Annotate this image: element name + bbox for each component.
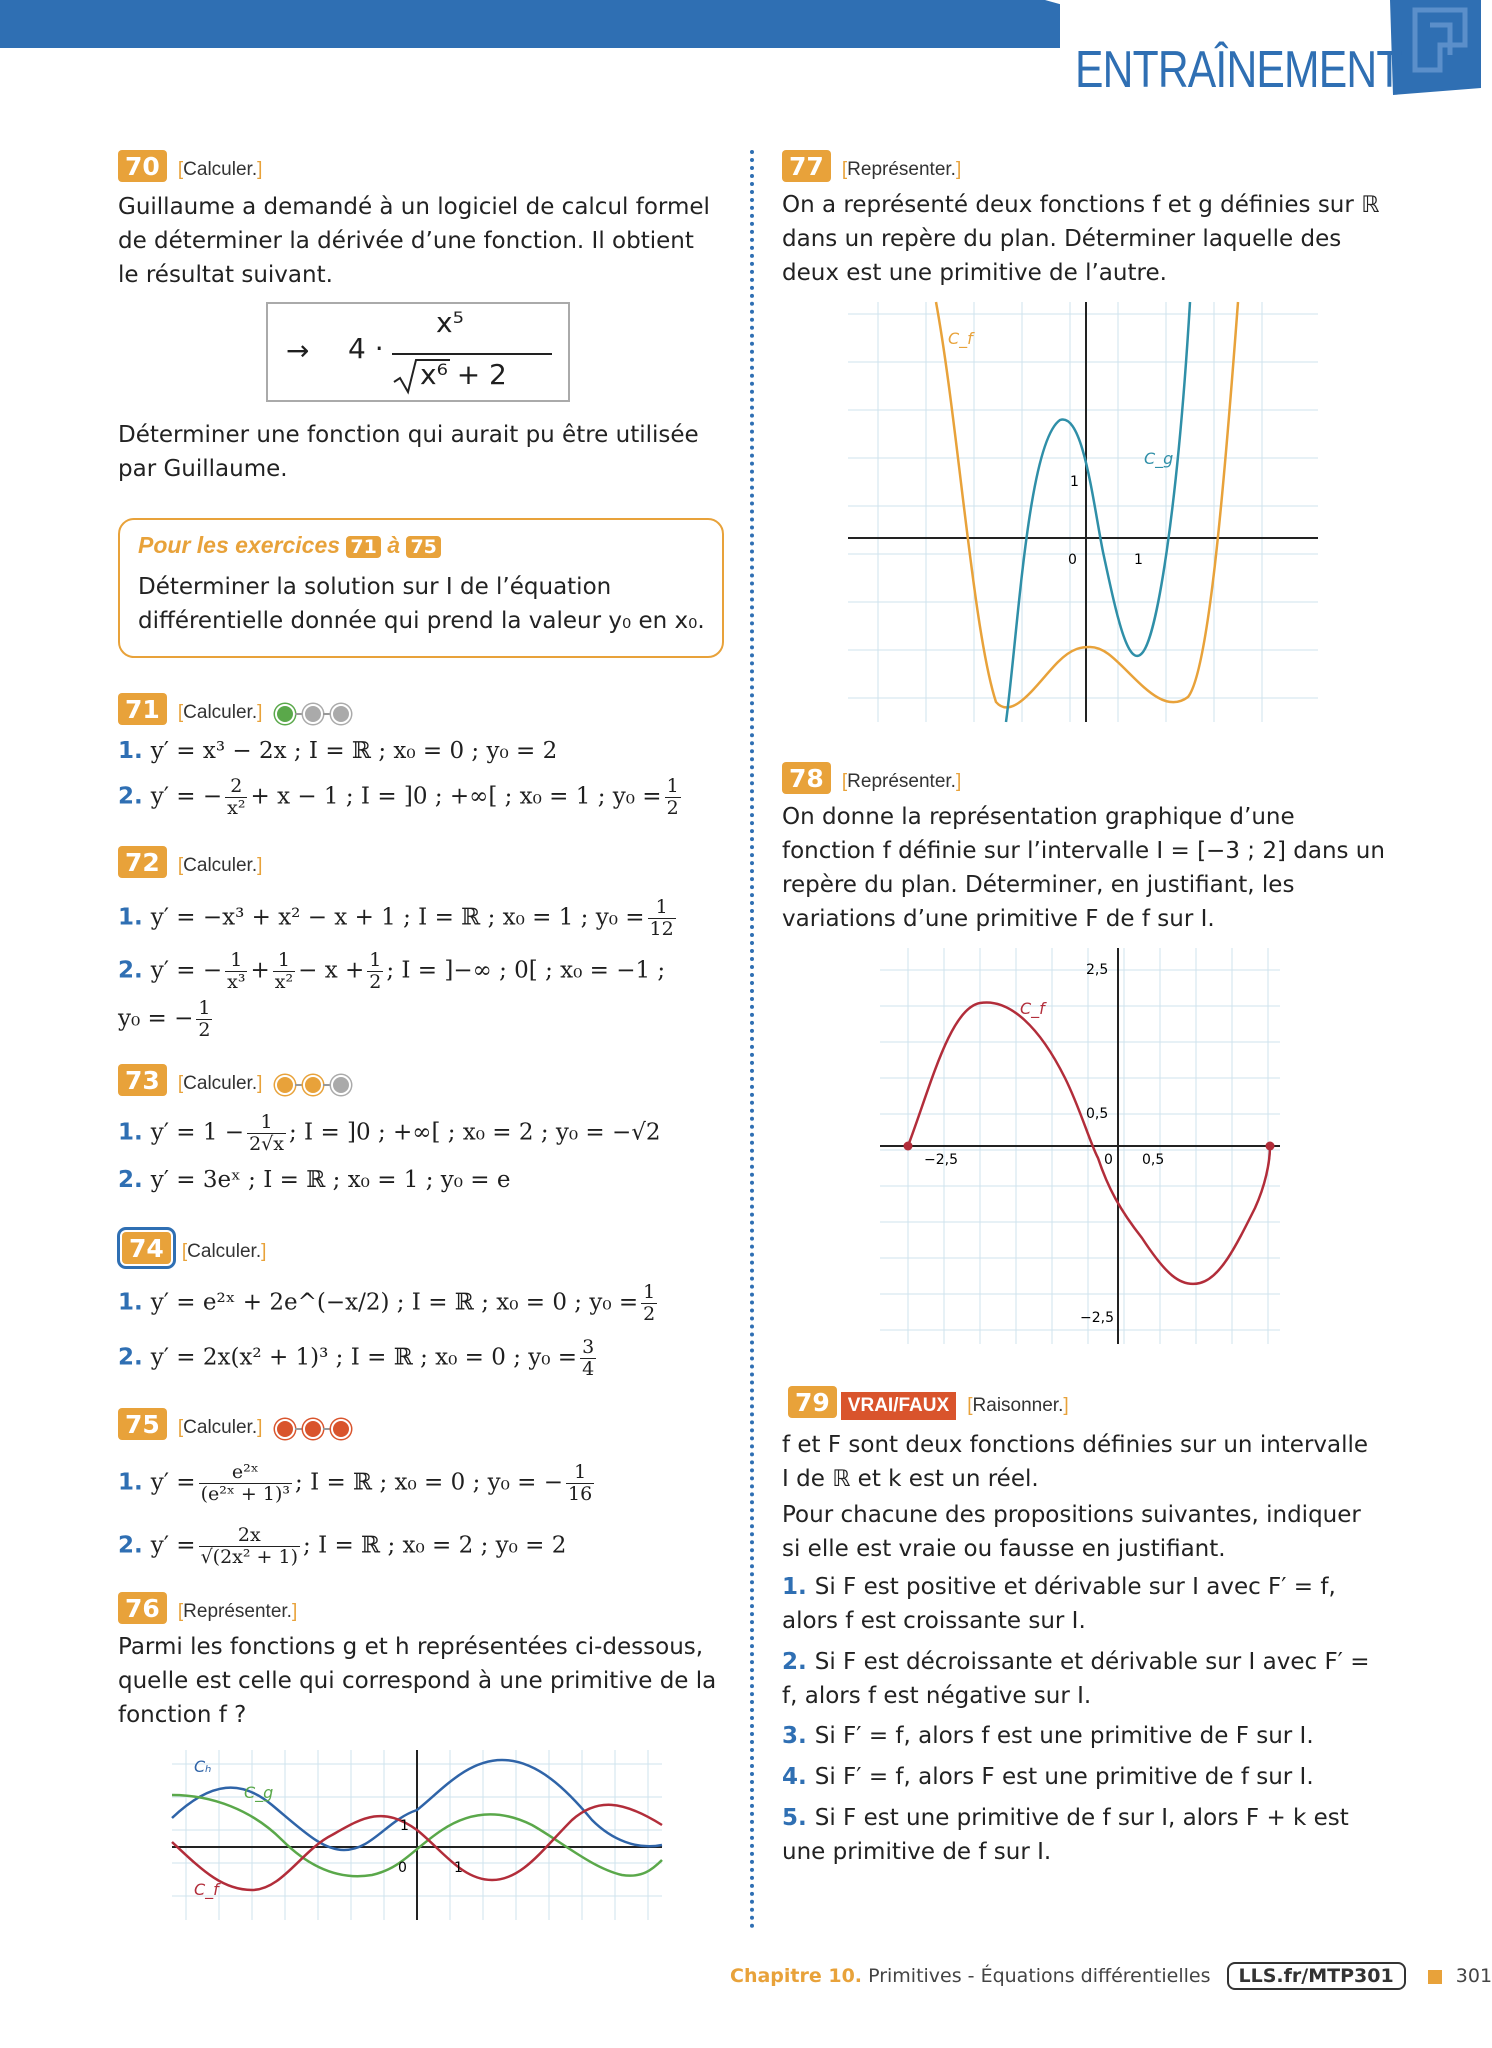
ex79-proposition-5: 5. Si F est une primitive de f sur I, alors F + k est une primitive de f sur I. [782, 1805, 1349, 1865]
label-f: C_f [948, 329, 973, 348]
exercise-number: 74 [122, 1232, 171, 1264]
top-banner [0, 0, 1060, 48]
exercise-76 [118, 1592, 718, 1732]
ex75-item-1: 1. y′ = $\frac{\text{e²ˣ}}{\text{(e²ˣ + 1)³}}$ ; I = ℝ ; x₀ = 0 ; y₀ = − $\frac{1}{16}$ [118, 1461, 593, 1505]
true-false-badge: VRAI/FAUX [841, 1392, 956, 1420]
ex74-item-1: 1. y′ = e²ˣ + 2e^(−x/2) ; I = ℝ ; x₀ = 0 ; y₀ = $\frac{1}{2}$ [118, 1281, 656, 1325]
cas-coefficient: 4 · [348, 332, 384, 365]
label-g: C_g [244, 1783, 274, 1802]
ex72-item-2-cont: y₀ = − $\frac{1}{2}$ [118, 997, 211, 1041]
footer-chapter: Chapitre 10. [730, 1965, 863, 1987]
ex75-item-2: 2. y′ = $\frac{2x}{\text{√(2x² + 1)}}$ ; I = ℝ ; x₀ = 2 ; y₀ = 2 [118, 1524, 567, 1568]
exercise-number: 73 [118, 1064, 167, 1096]
exercise-72 [118, 846, 262, 878]
graph-76 [172, 1750, 662, 1920]
graph-77 [848, 302, 1318, 722]
ex73-item-1: 1. y′ = 1 − $\frac{1}{2√x}$ ; I = ]0 ; +∞[ ; x₀ = 2 ; y₀ = −√2 [118, 1111, 661, 1155]
exercise-skill: [Représenter.] [841, 159, 962, 180]
exercise-70 [118, 150, 718, 292]
arrow-icon: → [286, 334, 310, 367]
exercise-78 [782, 762, 1392, 936]
ex74-item-2: 2. y′ = 2x(x² + 1)³ ; I = ℝ ; x₀ = 0 ; y₀ = $\frac{3}{4}$ [118, 1336, 595, 1380]
exercise-70-question: Déterminer une fonction qui aurait pu être utilisée par Guillaume. [118, 422, 699, 482]
cas-numerator: x⁵ [436, 306, 464, 339]
exercise-number: 72 [118, 846, 167, 878]
ex79-proposition-3: 3. Si F′ = f, alors f est une primitive de F sur I. [782, 1723, 1314, 1749]
tick-label: 1 [1070, 474, 1079, 490]
page-number: 301 [1455, 1965, 1492, 1987]
tick-label: 0 [1068, 552, 1077, 568]
exercise-skill: [Calculer.] [177, 1073, 263, 1094]
cas-output-box [266, 302, 570, 402]
exercise-skill: [Raisonner.] [967, 1395, 1069, 1416]
tick-label: −2,5 [924, 1152, 958, 1168]
tick-label: 0,5 [1086, 1106, 1109, 1122]
exercise-number: 78 [782, 762, 831, 794]
difficulty-icon [275, 1075, 351, 1095]
exercise-skill: [Représenter.] [841, 771, 962, 792]
ex73-item-2: 2. y′ = 3eˣ ; I = ℝ ; x₀ = 1 ; y₀ = e [118, 1167, 511, 1193]
curve-f [908, 1002, 1270, 1283]
label-g: C_g [1144, 449, 1174, 468]
exercise-skill: [Représenter.] [177, 1601, 298, 1622]
endpoint-marker [904, 1142, 913, 1151]
endpoint-marker [1266, 1142, 1275, 1151]
exercise-skill: [Calculer.] [177, 159, 263, 180]
tick-label: 1 [454, 1860, 463, 1876]
ex79-proposition-1: 1. Si F est positive et dérivable sur I avec F′ = f, alors f est croissante sur I. [782, 1574, 1336, 1634]
label-f: C_f [194, 1880, 219, 1899]
exercise-number: 77 [782, 150, 831, 182]
label-f: C_f [1020, 999, 1045, 1018]
info-box [118, 518, 724, 658]
tick-label: −2,5 [1080, 1310, 1114, 1326]
section-title: ENTRAÎNEMENT [1075, 41, 1402, 99]
ex71-item-1: 1. y′ = x³ − 2x ; I = ℝ ; x₀ = 0 ; y₀ = 2 [118, 738, 558, 764]
exercise-skill: [Calculer.] [181, 1241, 267, 1262]
ex72-item-1: 1. y′ = −x³ + x² − x + 1 ; I = ℝ ; x₀ = 1 ; y₀ = $\frac{1}{12}$ [118, 896, 674, 940]
page-footer [730, 1965, 1492, 1987]
difficulty-icon [275, 1419, 351, 1439]
exercise-71 [118, 693, 351, 725]
difficulty-icon [275, 704, 351, 724]
tick-label: 1 [400, 1818, 409, 1834]
tick-label: 0 [1104, 1152, 1113, 1168]
curve-g [1006, 302, 1190, 722]
cas-denominator: x⁶ + 2 [420, 358, 507, 391]
ex79-intro-2: Pour chacune des propositions suivantes, indiquer si elle est vraie ou fausse en justifiant. [782, 1502, 1361, 1562]
ex79-intro-1: f et F sont deux fonctions définies sur un intervalle I de ℝ et k est un réel. [782, 1432, 1369, 1492]
exercise-skill: [Calculer.] [177, 702, 263, 723]
tick-label: 0,5 [1142, 1152, 1165, 1168]
footer-link[interactable]: LLS.fr/MTP301 [1227, 1962, 1406, 1990]
ex72-item-2: 2. y′ = − $\frac{1}{\text{x³}}$ + $\frac{1}{\text{x²}}$ − x + $\frac{1}{2}$ ; I = ]−∞ ; 0[ ; x₀ = −1 ; [118, 949, 666, 993]
exercise-74 [122, 1232, 266, 1264]
exercise-73 [118, 1064, 351, 1096]
tick-label: 0 [398, 1860, 407, 1876]
exercise-text: On a représenté deux fonctions f et g définies sur ℝ dans un repère du plan. Déterminer laquelle des deux est une primitive de l’autre. [782, 192, 1380, 286]
exercise-number: 79 [788, 1386, 837, 1418]
exercise-number: 76 [118, 1592, 167, 1624]
exercise-number: 70 [118, 150, 167, 182]
ex79-proposition-2: 2. Si F est décroissante et dérivable sur I avec F′ = f, alors f est négative sur I. [782, 1649, 1370, 1709]
ex71-item-2: 2. y′ = − $\frac{2}{\text{x²}}$ + x − 1 ; I = ]0 ; +∞[ ; x₀ = 1 ; y₀ = $\frac{1}{2}$ [118, 775, 679, 819]
exercise-skill: [Calculer.] [177, 855, 263, 876]
exercise-number: 71 [118, 693, 167, 725]
tick-label: 1 [1134, 552, 1143, 568]
label-h: Cₕ [194, 1757, 212, 1776]
exercise-text: On donne la représentation graphique d’une fonction f définie sur l’intervalle I = [−3 ; 2] dans un repère du plan. Déterminer, en justifiant, les variations d’une primitive F de f sur I. [782, 804, 1385, 932]
exercise-77 [782, 150, 1382, 290]
ex79-proposition-4: 4. Si F′ = f, alors F est une primitive de f sur I. [782, 1764, 1314, 1790]
info-title: Pour les exercices 71 à 75 [138, 532, 441, 559]
exercise-skill: [Calculer.] [177, 1417, 263, 1438]
graph-78 [880, 948, 1280, 1344]
exercise-75 [118, 1408, 351, 1440]
footer-title: Primitives - Équations différentielles [868, 1965, 1211, 1987]
exercise-79 [788, 1386, 1388, 1420]
column-separator [750, 150, 754, 1930]
tick-label: 2,5 [1086, 962, 1109, 978]
exercise-text: Parmi les fonctions g et h représentées ci-dessous, quelle est celle qui correspond à une primitive de la fonction f ? [118, 1634, 717, 1728]
square-icon [1428, 1970, 1442, 1984]
exercise-number: 75 [118, 1408, 167, 1440]
info-text: Déterminer la solution sur I de l’équation différentielle donnée qui prend la valeur y₀ en x₀. [138, 574, 705, 634]
exercise-text: Guillaume a demandé à un logiciel de calcul formel de déterminer la dérivée d’une fonction. Il obtient le résultat suivant. [118, 194, 710, 288]
